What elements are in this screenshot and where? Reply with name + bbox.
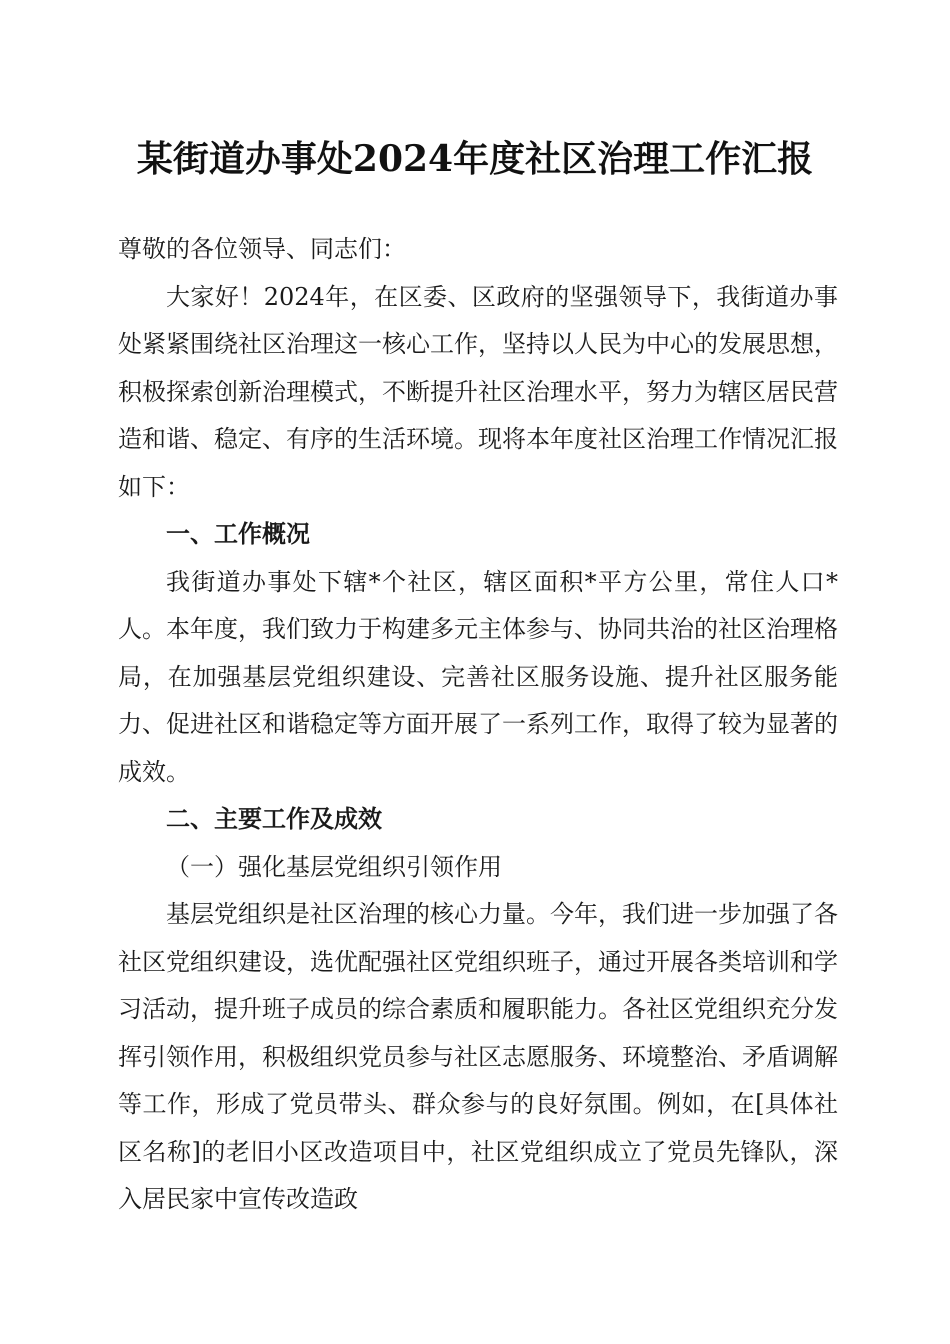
subsection-heading-party-leadership: （一）强化基层党组织引领作用 [166,852,502,881]
document-title: 某街道办事处2024年度社区治理工作汇报 [136,138,814,180]
document-body [118,226,838,1224]
intro-paragraph: 大家好！2024年，在区委、区政府的坚强领导下，我街道办事处紧紧围绕社区治理这一核心工作，坚持以人民为中心的发展思想，积极探索创新治理模式，不断提升社区治理水平，努力为辖区居民营造和谐、稳定、有序的生活环境。现将本年度社区治理工作情况汇报如下： [118,282,838,501]
party-leadership-paragraph: 基层党组织是社区治理的核心力量。今年，我们进一步加强了各社区党组织建设，选优配强社区党组织班子，通过开展各类培训和学习活动，提升班子成员的综合素质和履职能力。各社区党组织充分发挥引领作用，积极组织党员参与社区志愿服务、环境整治、矛盾调解等工作，形成了党员带头、群众参与的良好氛围。例如，在[具体社区名称]的老旧小区改造项目中，社区党组织成立了党员先锋队，深入居民家中宣传改造政 [118,900,838,1213]
overview-paragraph: 我街道办事处下辖*个社区，辖区面积*平方公里，常住人口*人。本年度，我们致力于构建多元主体参与、协同共治的社区治理格局，在加强基层党组织建设、完善社区服务设施、提升社区服务能力、促进社区和谐稳定等方面开展了一系列工作，取得了较为显著的成效。 [118,567,838,786]
section-heading-overview: 一、工作概况 [166,520,310,548]
salutation: 尊敬的各位领导、同志们： [118,235,406,263]
section-heading-main-work: 二、主要工作及成效 [166,805,382,833]
